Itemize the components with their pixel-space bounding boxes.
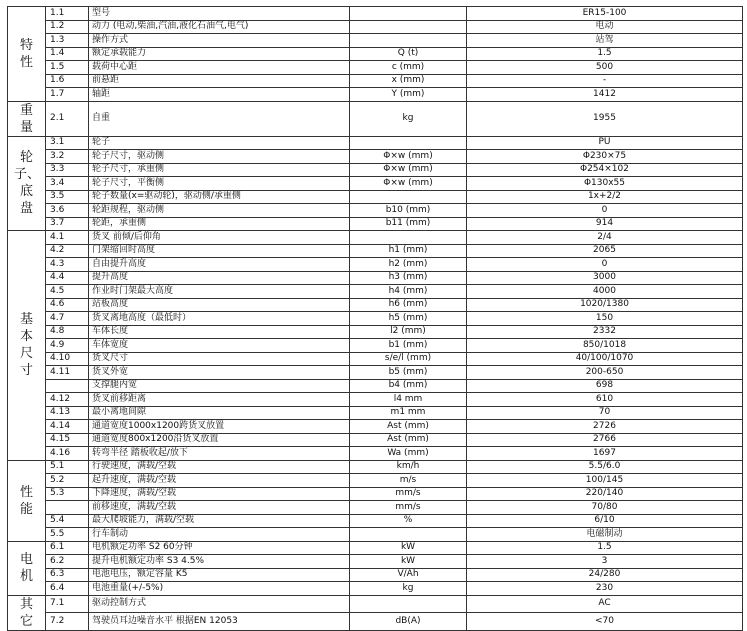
row-name: 前悬距	[89, 74, 350, 88]
spec-row	[8, 271, 743, 285]
row-name: 通道宽度1000x1200跨货叉放置	[89, 420, 350, 434]
row-unit: Ast (mm)	[350, 433, 467, 447]
row-unit: mm/s	[350, 501, 467, 515]
row-name: 货叉前移距离	[89, 393, 350, 407]
row-code: 3.3	[46, 163, 89, 177]
row-value: 1.5	[467, 47, 743, 61]
row-unit: h2 (mm)	[350, 258, 467, 272]
row-unit: km/h	[350, 460, 467, 474]
spec-row	[8, 258, 743, 272]
spec-row	[8, 136, 743, 150]
row-unit: Φ×w (mm)	[350, 177, 467, 191]
row-code: 1.3	[46, 34, 89, 48]
row-value: <70	[467, 613, 743, 631]
row-name: 通道宽度800x1200沿货叉放置	[89, 433, 350, 447]
row-name: 载荷中心距	[89, 61, 350, 75]
spec-row	[8, 61, 743, 75]
row-name: 轮子数量(x=驱动轮)，驱动侧/承重侧	[89, 190, 350, 204]
row-unit	[350, 7, 467, 21]
row-value: 2332	[467, 325, 743, 339]
row-unit: h4 (mm)	[350, 285, 467, 299]
row-name: 轴距	[89, 88, 350, 102]
row-value: 24/280	[467, 568, 743, 582]
row-value: 1697	[467, 447, 743, 461]
row-unit: m/s	[350, 474, 467, 488]
spec-row	[8, 244, 743, 258]
row-unit: kg	[350, 582, 467, 596]
spec-row	[8, 231, 743, 245]
row-name: 前移速度，满载/空载	[89, 501, 350, 515]
spec-table	[7, 6, 743, 631]
spec-row	[8, 204, 743, 218]
row-code: 4.13	[46, 406, 89, 420]
spec-row	[8, 501, 743, 515]
spec-row	[8, 190, 743, 204]
row-code: 6.4	[46, 582, 89, 596]
row-unit: b5 (mm)	[350, 366, 467, 380]
row-unit	[350, 34, 467, 48]
row-name: 起升速度，满载/空载	[89, 474, 350, 488]
row-value: 2/4	[467, 231, 743, 245]
row-name: 动力 (电动,柴油,汽油,液化石油气,电气)	[89, 20, 350, 34]
row-unit	[350, 190, 467, 204]
spec-row	[8, 595, 743, 613]
row-name: 轮子尺寸，承重侧	[89, 163, 350, 177]
row-unit: Ast (mm)	[350, 420, 467, 434]
row-value: 2065	[467, 244, 743, 258]
row-unit: l4 mm	[350, 393, 467, 407]
row-code	[46, 379, 89, 393]
row-value: 电磁制动	[467, 528, 743, 542]
row-value: 610	[467, 393, 743, 407]
row-value: 100/145	[467, 474, 743, 488]
spec-row	[8, 460, 743, 474]
row-name: 下降速度，满载/空载	[89, 487, 350, 501]
row-value: 500	[467, 61, 743, 75]
row-code: 5.5	[46, 528, 89, 542]
row-code: 4.9	[46, 339, 89, 353]
category-label: 性能	[8, 460, 46, 541]
row-code: 4.15	[46, 433, 89, 447]
row-code: 4.6	[46, 298, 89, 312]
row-value: 200-650	[467, 366, 743, 380]
spec-row	[8, 7, 743, 21]
spec-row	[8, 582, 743, 596]
spec-row	[8, 47, 743, 61]
row-code: 4.14	[46, 420, 89, 434]
row-name: 门架缩回时高度	[89, 244, 350, 258]
row-unit: h1 (mm)	[350, 244, 467, 258]
row-name: 提升电机额定功率 S3 4.5%	[89, 555, 350, 569]
row-code: 5.2	[46, 474, 89, 488]
spec-row	[8, 528, 743, 542]
row-value: 4000	[467, 285, 743, 299]
row-unit: h5 (mm)	[350, 312, 467, 326]
spec-row	[8, 177, 743, 191]
row-code: 4.4	[46, 271, 89, 285]
row-unit: Wa (mm)	[350, 447, 467, 461]
spec-row	[8, 555, 743, 569]
row-code: 1.6	[46, 74, 89, 88]
spec-row	[8, 514, 743, 528]
row-code: 4.1	[46, 231, 89, 245]
spec-row	[8, 474, 743, 488]
row-code: 6.3	[46, 568, 89, 582]
row-unit	[350, 528, 467, 542]
row-value: 5.5/6.0	[467, 460, 743, 474]
row-unit: l2 (mm)	[350, 325, 467, 339]
spec-table-body	[8, 7, 743, 631]
row-unit: b4 (mm)	[350, 379, 467, 393]
row-name: 车体长度	[89, 325, 350, 339]
spec-row	[8, 217, 743, 231]
row-value: -	[467, 74, 743, 88]
category-label: 重量	[8, 101, 46, 136]
row-unit: s/e/l (mm)	[350, 352, 467, 366]
row-value: 850/1018	[467, 339, 743, 353]
row-unit	[350, 595, 467, 613]
spec-row	[8, 366, 743, 380]
row-code: 7.2	[46, 613, 89, 631]
row-value: 1.5	[467, 541, 743, 555]
row-value: 2766	[467, 433, 743, 447]
row-code: 4.8	[46, 325, 89, 339]
spec-row	[8, 163, 743, 177]
row-code: 7.1	[46, 595, 89, 613]
row-value: 1955	[467, 101, 743, 136]
row-unit	[350, 20, 467, 34]
row-unit: mm/s	[350, 487, 467, 501]
row-value: 150	[467, 312, 743, 326]
row-unit: kW	[350, 541, 467, 555]
row-value: 3	[467, 555, 743, 569]
row-unit: Y (mm)	[350, 88, 467, 102]
spec-row	[8, 568, 743, 582]
row-name: 电池重量(+/-5%)	[89, 582, 350, 596]
spec-row	[8, 312, 743, 326]
spec-row	[8, 285, 743, 299]
row-name: 自重	[89, 101, 350, 136]
row-unit: dB(A)	[350, 613, 467, 631]
row-code: 3.7	[46, 217, 89, 231]
row-code: 4.11	[46, 366, 89, 380]
row-unit: Φ×w (mm)	[350, 150, 467, 164]
row-name: 货叉离地高度（最低时）	[89, 312, 350, 326]
row-name: 驾驶员耳边噪音水平 根据EN 12053	[89, 613, 350, 631]
row-name: 操作方式	[89, 34, 350, 48]
row-code: 5.4	[46, 514, 89, 528]
row-name: 轮子	[89, 136, 350, 150]
row-value: 40/100/1070	[467, 352, 743, 366]
row-name: 货叉 前倾/后仰角	[89, 231, 350, 245]
row-name: 轮子尺寸，驱动侧	[89, 150, 350, 164]
spec-row	[8, 101, 743, 136]
spec-row	[8, 88, 743, 102]
row-value: Φ130x55	[467, 177, 743, 191]
row-value: 1x+2/2	[467, 190, 743, 204]
row-name: 最小离地间隙	[89, 406, 350, 420]
row-code: 3.6	[46, 204, 89, 218]
spec-row	[8, 325, 743, 339]
row-name: 转弯半径 踏板收起/放下	[89, 447, 350, 461]
row-name: 提升高度	[89, 271, 350, 285]
row-name: 车体宽度	[89, 339, 350, 353]
row-value: 站驾	[467, 34, 743, 48]
row-value: ER15-100	[467, 7, 743, 21]
row-code: 4.16	[46, 447, 89, 461]
row-unit: Q (t)	[350, 47, 467, 61]
spec-row	[8, 150, 743, 164]
row-code: 1.1	[46, 7, 89, 21]
row-value: 电动	[467, 20, 743, 34]
row-unit: b10 (mm)	[350, 204, 467, 218]
row-unit: kW	[350, 555, 467, 569]
row-name: 作业时门架最大高度	[89, 285, 350, 299]
row-code: 1.4	[46, 47, 89, 61]
row-code: 3.4	[46, 177, 89, 191]
row-name: 轮距，承重侧	[89, 217, 350, 231]
row-code: 4.2	[46, 244, 89, 258]
category-label: 特性	[8, 7, 46, 102]
row-name: 最大爬坡能力，满载/空载	[89, 514, 350, 528]
row-code: 3.5	[46, 190, 89, 204]
row-unit: m1 mm	[350, 406, 467, 420]
row-code: 4.7	[46, 312, 89, 326]
row-unit: h3 (mm)	[350, 271, 467, 285]
category-label: 基本尺寸	[8, 231, 46, 461]
row-code: 3.1	[46, 136, 89, 150]
row-unit: b1 (mm)	[350, 339, 467, 353]
row-unit: c (mm)	[350, 61, 467, 75]
row-name: 轮距规程，驱动侧	[89, 204, 350, 218]
row-code: 6.2	[46, 555, 89, 569]
row-unit	[350, 136, 467, 150]
row-value: 220/140	[467, 487, 743, 501]
row-value: Φ254×102	[467, 163, 743, 177]
row-unit	[350, 231, 467, 245]
spec-row	[8, 34, 743, 48]
row-code	[46, 501, 89, 515]
row-name: 电池电压，额定容量 K5	[89, 568, 350, 582]
row-name: 货叉外宽	[89, 366, 350, 380]
row-name: 支撑腿内宽	[89, 379, 350, 393]
row-unit: Φ×w (mm)	[350, 163, 467, 177]
spec-row	[8, 352, 743, 366]
spec-row	[8, 406, 743, 420]
spec-row	[8, 433, 743, 447]
row-name: 型号	[89, 7, 350, 21]
row-code: 1.7	[46, 88, 89, 102]
row-unit: b11 (mm)	[350, 217, 467, 231]
row-name: 行驶速度，满载/空载	[89, 460, 350, 474]
spec-row	[8, 447, 743, 461]
row-code: 1.5	[46, 61, 89, 75]
row-value: 2726	[467, 420, 743, 434]
row-unit: V/Ah	[350, 568, 467, 582]
spec-row	[8, 20, 743, 34]
spec-row	[8, 339, 743, 353]
row-value: 70/80	[467, 501, 743, 515]
row-name: 自由提升高度	[89, 258, 350, 272]
row-code: 6.1	[46, 541, 89, 555]
row-code: 2.1	[46, 101, 89, 136]
category-label: 轮子、底盘	[8, 136, 46, 231]
row-name: 额定承载能力	[89, 47, 350, 61]
row-name: 轮子尺寸，平衡侧	[89, 177, 350, 191]
row-code: 3.2	[46, 150, 89, 164]
spec-row	[8, 393, 743, 407]
row-value: 230	[467, 582, 743, 596]
row-value: 698	[467, 379, 743, 393]
spec-row	[8, 541, 743, 555]
row-code: 1.2	[46, 20, 89, 34]
row-unit: h6 (mm)	[350, 298, 467, 312]
row-value: 70	[467, 406, 743, 420]
row-value: AC	[467, 595, 743, 613]
row-code: 4.12	[46, 393, 89, 407]
row-code: 4.5	[46, 285, 89, 299]
row-code: 4.10	[46, 352, 89, 366]
row-name: 驱动控制方式	[89, 595, 350, 613]
row-unit: %	[350, 514, 467, 528]
row-name: 行车制动	[89, 528, 350, 542]
row-unit: kg	[350, 101, 467, 136]
row-code: 4.3	[46, 258, 89, 272]
category-label: 其它	[8, 595, 46, 630]
spec-row	[8, 487, 743, 501]
spec-row	[8, 420, 743, 434]
row-code: 5.1	[46, 460, 89, 474]
row-value: 6/10	[467, 514, 743, 528]
spec-row	[8, 613, 743, 631]
row-value: 0	[467, 258, 743, 272]
row-value: 0	[467, 204, 743, 218]
row-value: PU	[467, 136, 743, 150]
row-name: 站板高度	[89, 298, 350, 312]
row-name: 货叉尺寸	[89, 352, 350, 366]
row-unit: x (mm)	[350, 74, 467, 88]
category-label: 电机	[8, 541, 46, 595]
row-value: 1020/1380	[467, 298, 743, 312]
row-name: 电机额定功率 S2 60分钟	[89, 541, 350, 555]
row-value: 914	[467, 217, 743, 231]
row-value: 1412	[467, 88, 743, 102]
row-code: 5.3	[46, 487, 89, 501]
spec-row	[8, 74, 743, 88]
row-value: Φ230×75	[467, 150, 743, 164]
spec-row	[8, 298, 743, 312]
row-value: 3000	[467, 271, 743, 285]
spec-row	[8, 379, 743, 393]
